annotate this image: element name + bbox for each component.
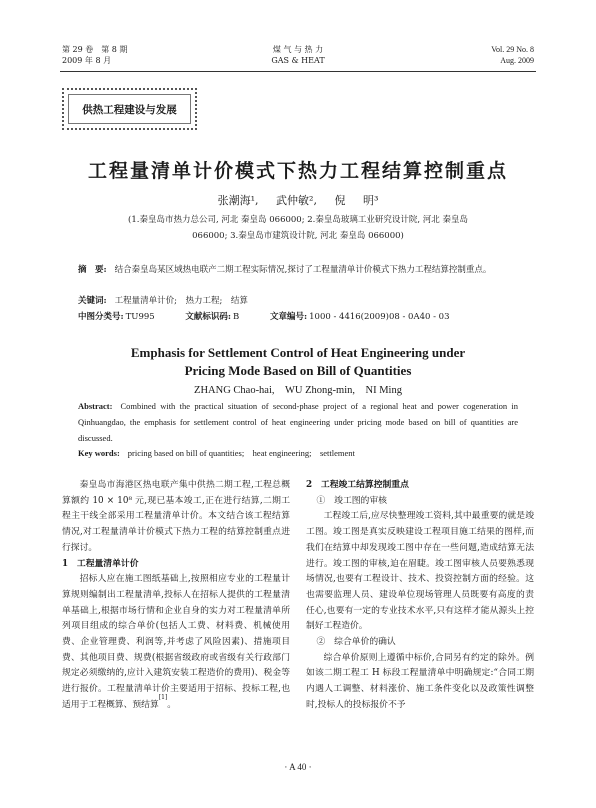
journal-name-en: GAS & HEAT bbox=[271, 56, 325, 65]
article-title-en-line2: Pricing Mode Based on Bill of Quantities bbox=[184, 363, 412, 378]
section-1-text: 招标人应在施工图纸基础上,按照相应专业的工程量计算规则编制出工程量清单,投标人在招标人提供的工程量清单基础上,根据市场行情和企业自身的实力对工程量清单所列项目组成的综合单价(包括人工费、材料费、机械使用费、企业管理费、利润等,并考虑了风险因素)、措施项目费、其他项目费、规费(根据省级政府或省级有关行政部门规定必须缴纳的,应计入建筑安装工程造价的费用)、税金等进行报价。工程量清单计价主要适用于招标、投标工程,也适用于工程概算、预结算 bbox=[62, 574, 290, 710]
subsection-1-paragraph: 工程竣工后,应尽快整理竣工资料,其中最重要的就是竣工图。竣工图是真实反映建设工程项目施工结果的图样,而我们在结算中却发现竣工图中存在一些问题,造成结算无法进行。竣工图的审核,迫在眉睫。竣工图审核人员要熟悉现场情况,也要有工程设计、技术、投资控制方面的经验。这也需要监理人员、建设单位现场管理人员既要有高度的责任心,也要有一定的专业技术水平,只有这样才能从源头上控制好工程造价。 bbox=[306, 511, 534, 632]
doc-code-value: B bbox=[233, 312, 240, 322]
clc-value: TU995 bbox=[125, 312, 155, 322]
section-1-heading: 1 工程量清单计价 bbox=[62, 558, 139, 569]
journal-volume-info-en bbox=[491, 44, 534, 66]
subsection-1-heading: ① 竣工图的审核 bbox=[316, 495, 387, 506]
article-title-en-line1: Emphasis for Settlement Control of Heat Engineering under bbox=[130, 345, 466, 360]
keywords-en-label: Key words: bbox=[78, 448, 120, 458]
article-title-cn: 工程量清单计价模式下热力工程结算控制重点 bbox=[87, 160, 508, 182]
subsection-2-heading: ② 综合单价的确认 bbox=[316, 637, 396, 648]
body-column-right bbox=[306, 478, 534, 714]
body-column-left bbox=[62, 478, 290, 714]
abstract-cn-text: 结合秦皇岛某区域热电联产二期工程实际情况,探讨了工程量清单计价模式下热力工程结算控制重点。 bbox=[114, 265, 492, 275]
keywords-en-text: pricing based on bill of quantities; heat engineering; settlement bbox=[127, 448, 355, 458]
issue-date: 2009 年 8 月 bbox=[62, 56, 112, 65]
section-1-paragraph bbox=[62, 572, 290, 713]
abstract-cn-label: 摘 要: bbox=[78, 265, 107, 275]
doc-code-label: 文献标识码: bbox=[185, 312, 232, 322]
column-badge bbox=[62, 88, 197, 130]
authors-cn: 张潮海¹, 武仲敏², 倪 明³ bbox=[217, 194, 379, 207]
abstract-en bbox=[78, 398, 518, 446]
abstract-en-text: Combined with the practical situation of second-phase project of a regional heat and power cogeneration in Qinhuangdao, the emphasis for settlement control of heat engineering under pricing mode based on bill of quantities are discussed. bbox=[78, 401, 518, 443]
article-title-en bbox=[0, 344, 596, 380]
volume-issue-en: Vol. 29 No. 8 bbox=[491, 45, 534, 54]
authors-en: ZHANG Chao-hai, WU Zhong-min, NI Ming bbox=[194, 385, 402, 396]
affiliation-cn: (1.秦皇岛市热力总公司, 河北 秦皇岛 066000; 2.秦皇岛玻璃工业研究设计院, 河北 秦皇岛 066000; 3.秦皇岛市建筑设计院, 河北 秦皇岛 066000) bbox=[128, 215, 468, 241]
journal-name-cn: 煤 气 与 热 力 bbox=[272, 45, 324, 54]
subsection-2-paragraph: 综合单价原则上遵循中标价,合同另有约定的除外。例如该二期工程工 H 标段工程量清单中明确规定:“合同工期内遇人工调整、材料涨价、施工条件变化以及政策性调整时,投标人的投标报价不予 bbox=[306, 652, 534, 710]
citation-1: [1] bbox=[158, 693, 168, 701]
keywords-cn-text: 工程量清单计价; 热力工程; 结算 bbox=[114, 296, 248, 306]
intro-paragraph: 秦皇岛市海港区热电联产集中供热二期工程,工程总概算额约 10 × 10⁸ 元,现已基本竣工,正在进行结算,二期工程主干线全部采用工程量清单计价。本文结合该工程结算情况,对工程量清单计价模式下热力工程的结算控制重点进行探讨。 bbox=[62, 480, 290, 553]
abstract-en-label: Abstract: bbox=[78, 401, 113, 411]
article-number-label: 文章编号: bbox=[270, 312, 308, 322]
article-number-value: 1000 - 4416(2009)08 - 0A40 - 03 bbox=[309, 312, 450, 322]
column-badge-label: 供热工程建设与发展 bbox=[68, 94, 191, 124]
keywords-en bbox=[78, 446, 355, 460]
header-rule bbox=[60, 71, 536, 72]
keywords-cn-label: 关键词: bbox=[78, 296, 107, 306]
keywords-cn bbox=[78, 294, 248, 308]
issue-date-en: Aug. 2009 bbox=[500, 56, 534, 65]
section-2-heading: 2 工程竣工结算控制重点 bbox=[306, 480, 409, 490]
classification-line bbox=[78, 310, 450, 324]
volume-issue: 第 29 卷 第 8 期 bbox=[62, 45, 128, 54]
section-1-end: 。 bbox=[167, 699, 177, 710]
page-number: · A 40 · bbox=[284, 762, 312, 772]
clc-label: 中图分类号: bbox=[78, 312, 124, 322]
abstract-cn bbox=[78, 262, 518, 278]
